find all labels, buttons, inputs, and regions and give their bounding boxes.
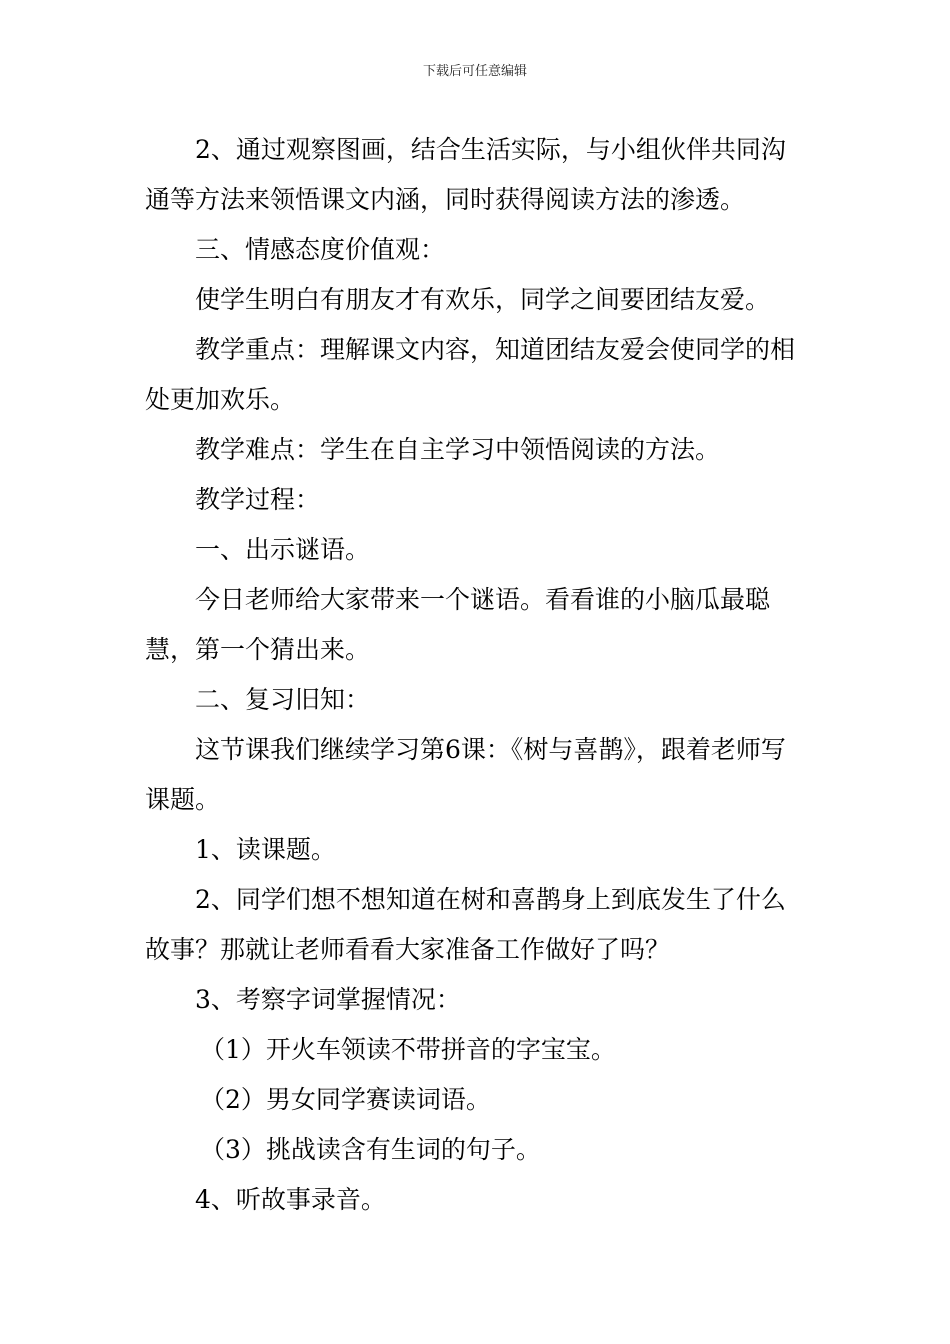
paragraph-emotion-goal: 使学生明白有朋友才有欢乐，同学之间要团结友爱。 [195,285,771,314]
list-item-vocab-check: 3、考察字词掌握情况： [195,985,461,1014]
heading-review: 二、复习旧知： [195,685,371,714]
sub-item-train-reading: （1）开火车领读不带拼音的字宝宝。 [200,1035,616,1064]
sub-item-boys-girls-reading: （2）男女同学赛读词语。 [200,1085,491,1114]
list-item-read-title: 1、读课题。 [195,835,336,864]
page-header: 下载后可任意编辑 [422,64,527,79]
paragraph-lesson-title: 这节课我们继续学习第6课：《树与喜鹊》，跟着老师写课题。 [145,735,786,814]
list-item-story-question: 2、同学们想不想知道在树和喜鹊身上到底发生了什么故事？那就让老师看看大家准备工作做好了吗？ [145,885,786,964]
sub-item-challenge-sentences: （3）挑战读含有生词的句子。 [200,1135,541,1164]
paragraph-method-2: 2、通过观察图画，结合生活实际，与小组伙伴共同沟通等方法来领悟课文内涵，同时获得阅读方法的渗透。 [145,135,786,214]
paragraph-riddle-intro: 今日老师给大家带来一个谜语。看看谁的小脑瓜最聪慧，第一个猜出来。 [145,585,771,664]
paragraph-teaching-key-point: 教学重点：理解课文内容，知道团结友爱会使同学的相处更加欢乐。 [145,335,796,414]
heading-show-riddle: 一、出示谜语。 [195,535,371,564]
list-item-listen-story: 4、听故事录音。 [195,1185,386,1214]
heading-teaching-process: 教学过程： [195,485,321,514]
document-body [145,125,810,1225]
paragraph-teaching-difficulty: 教学难点：学生在自主学习中领悟阅读的方法。 [195,435,721,464]
heading-emotion-attitude-values: 三、情感态度价值观： [195,235,446,264]
